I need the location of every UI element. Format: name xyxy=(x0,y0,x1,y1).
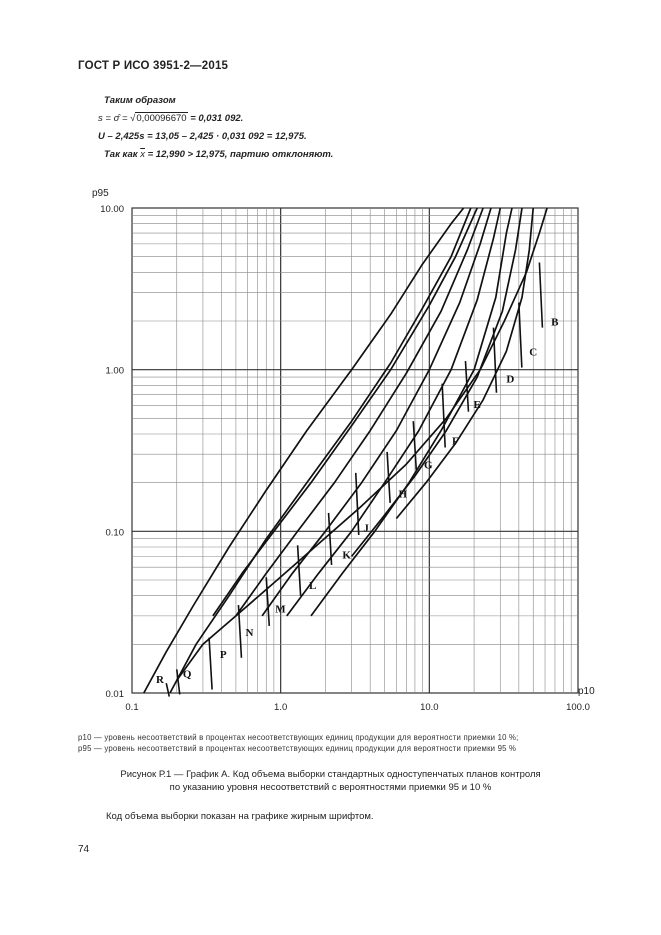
y-axis-label: p95 xyxy=(92,188,109,199)
formula-intro: Таким образом xyxy=(104,95,176,106)
caption-line-1: Рисунок Р.1 — График А. Код объема выборки стандартных одноступенчатых планов контроля xyxy=(120,769,541,780)
code-letter: N xyxy=(245,627,254,640)
code-marker xyxy=(266,577,269,626)
code-marker xyxy=(177,669,180,694)
page-header: ГОСТ Р ИСО 3951-2—2015 xyxy=(78,60,229,72)
y-tick-label: 1.00 xyxy=(105,365,124,377)
x-tick-label: 0.1 xyxy=(125,702,139,713)
code-letter: L xyxy=(308,579,317,592)
formula-u: U – 2,425s = 13,05 – 2,425 · 0,031 092 = 12,975. xyxy=(98,131,307,142)
body-text: Код объема выборки показан на графике жирным шрифтом. xyxy=(106,811,374,822)
code-letter: B xyxy=(551,316,559,329)
plot-frame xyxy=(132,208,578,693)
series-curve xyxy=(236,208,483,616)
code-marker xyxy=(166,683,169,696)
formula-s-radicand: 0,00096670 xyxy=(136,113,187,124)
chart-ticks xyxy=(100,204,590,713)
code-letter: J xyxy=(363,522,369,535)
caption-line-2: по указанию уровня несоответствий с вероятностями приемки 95 и 10 % xyxy=(169,782,492,793)
series-curve xyxy=(287,208,501,616)
legend-notes xyxy=(78,732,519,754)
x-axis-label: p10 xyxy=(578,686,595,697)
conclusion-xbar: $\overline{x}$ xyxy=(140,149,145,160)
code-letter: M xyxy=(275,603,286,616)
y-tick-label: 10.00 xyxy=(100,204,124,215)
y-tick-label: 0.01 xyxy=(105,689,124,700)
code-letter: R xyxy=(155,674,164,687)
series-curve xyxy=(308,208,515,616)
page-number: 74 xyxy=(78,844,90,855)
formula-s-lhs: s = σ̂ = xyxy=(98,113,128,124)
code-marker xyxy=(209,638,212,690)
note-p95: p95 — уровень несоответствий в процентах несоответствующих единиц продукции для вероятности приемки 95 % xyxy=(78,744,517,753)
x-tick-label: 100.0 xyxy=(566,702,590,713)
code-letter: H xyxy=(398,488,408,501)
code-marker xyxy=(519,303,522,368)
code-letter: Q xyxy=(182,668,192,681)
note-p10: p10 — уровень несоответствий в процентах несоответствующих единиц продукции для вероятности приемки 10 %; xyxy=(78,733,519,742)
code-letter: G xyxy=(423,459,433,472)
code-letter: D xyxy=(506,373,515,386)
code-marker xyxy=(442,384,445,448)
y-tick-label: 0.10 xyxy=(105,527,124,539)
figure-caption xyxy=(0,768,661,794)
formula-s-rhs: = 0,031 092. xyxy=(187,113,244,124)
x-tick-label: 1.0 xyxy=(274,702,288,713)
x-tick-label: 10.0 xyxy=(420,702,439,713)
conclusion-rest: = 12,990 > 12,975, партию отклоняют. xyxy=(144,149,334,160)
chart-grid xyxy=(132,208,578,693)
code-letter: F xyxy=(451,435,459,448)
code-marker xyxy=(298,545,301,595)
code-letter: P xyxy=(219,648,227,661)
code-letter: C xyxy=(529,346,538,359)
chart-series xyxy=(144,208,547,693)
sqrt-sign-icon: √ xyxy=(130,113,136,124)
code-letter: E xyxy=(473,398,481,411)
series-curve xyxy=(170,208,471,693)
code-letter: K xyxy=(342,549,351,562)
conclusion-prefix: Так как xyxy=(104,149,138,160)
